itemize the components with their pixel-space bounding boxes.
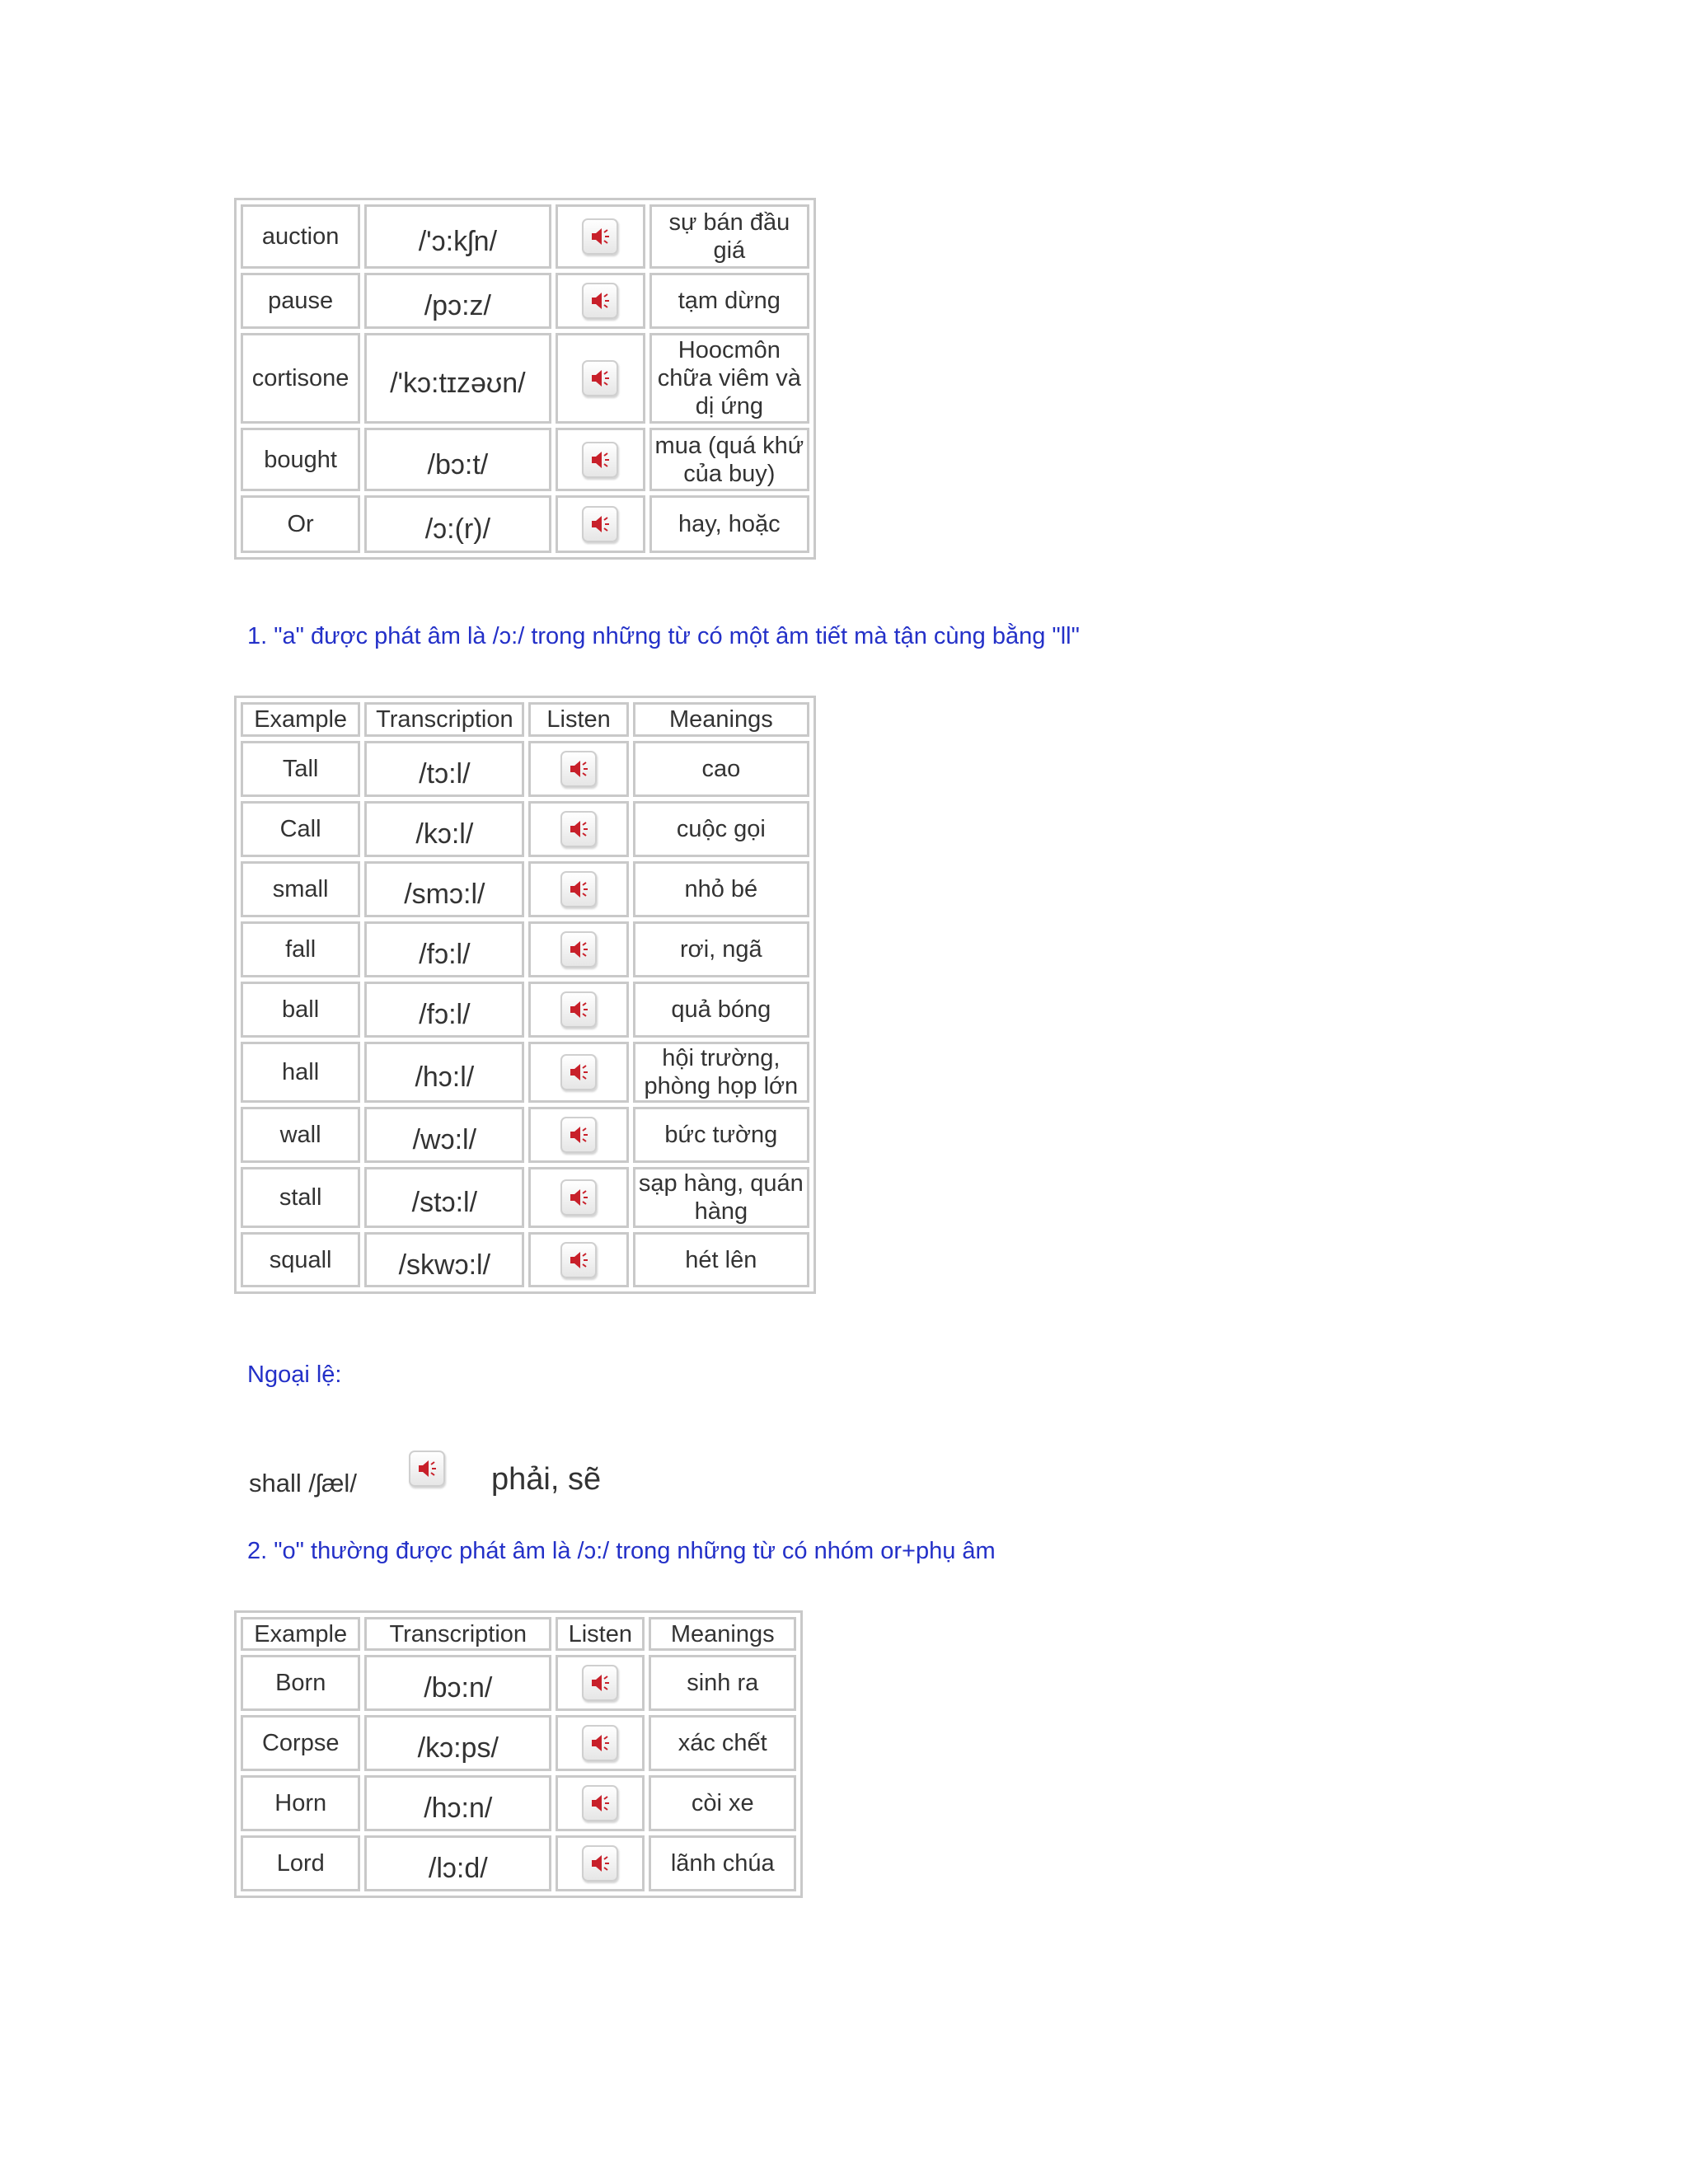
transcription: /bɔ:n/: [364, 1655, 551, 1711]
listen-cell: [556, 333, 645, 424]
speaker-icon[interactable]: [582, 360, 618, 396]
column-header: Listen: [528, 702, 628, 737]
table-row: [241, 1107, 809, 1163]
speaker-icon[interactable]: [582, 1845, 618, 1882]
table-row: [241, 333, 809, 424]
speaker-icon[interactable]: [582, 1725, 618, 1761]
speaker-icon[interactable]: [560, 1117, 597, 1153]
transcription: /ɔ:(r)/: [364, 495, 551, 553]
transcription: /'ɔ:kʃn/: [364, 204, 551, 269]
listen-cell: [556, 1835, 645, 1891]
table-row: [241, 1232, 809, 1287]
speaker-icon[interactable]: [582, 283, 618, 319]
listen-cell: [556, 495, 645, 553]
example-word: Or: [241, 495, 360, 553]
transcription: /fɔ:l/: [364, 982, 524, 1038]
vocab-table-2: [234, 1610, 803, 1898]
table-row: [241, 1775, 796, 1831]
transcription: /hɔ:l/: [364, 1042, 524, 1103]
transcription: /hɔ:n/: [364, 1775, 551, 1831]
table-row: [241, 204, 809, 269]
example-word: auction: [241, 204, 360, 269]
example-word: squall: [241, 1232, 360, 1287]
speaker-icon[interactable]: [560, 1054, 597, 1090]
speaker-icon[interactable]: [582, 506, 618, 542]
column-header: Example: [241, 1617, 360, 1651]
speaker-icon[interactable]: [582, 1665, 618, 1701]
example-word: Tall: [241, 741, 360, 797]
meaning: hét lên: [633, 1232, 809, 1287]
transcription: /fɔ:l/: [364, 921, 524, 977]
transcription: /wɔ:l/: [364, 1107, 524, 1163]
table-header-row: [241, 702, 809, 737]
speaker-icon[interactable]: [560, 811, 597, 847]
column-header: Transcription: [364, 1617, 551, 1651]
speaker-icon[interactable]: [409, 1451, 445, 1487]
listen-cell: [556, 1655, 645, 1711]
meaning: xác chết: [649, 1715, 796, 1771]
transcription: /tɔ:l/: [364, 741, 524, 797]
example-word: wall: [241, 1107, 360, 1163]
vocab-table-1: [234, 696, 816, 1294]
meaning: cao: [633, 741, 809, 797]
listen-cell: [528, 1042, 628, 1103]
listen-cell: [528, 801, 628, 857]
meaning: sinh ra: [649, 1655, 796, 1711]
table-row: [241, 801, 809, 857]
table-row: [241, 921, 809, 977]
example-word: Horn: [241, 1775, 360, 1831]
meaning: sạp hàng, quán hàng: [633, 1167, 809, 1228]
meaning: còi xe: [649, 1775, 796, 1831]
vocab-table-0: [234, 198, 816, 560]
transcription: /pɔ:z/: [364, 273, 551, 329]
transcription: /kɔ:ps/: [364, 1715, 551, 1771]
listen-cell: [528, 861, 628, 917]
example-word: bought: [241, 428, 360, 491]
table-row: [241, 982, 809, 1038]
example-word: pause: [241, 273, 360, 329]
example-word: ball: [241, 982, 360, 1038]
example-word: stall: [241, 1167, 360, 1228]
speaker-icon[interactable]: [560, 991, 597, 1028]
speaker-icon[interactable]: [582, 1785, 618, 1821]
meaning: mua (quá khứ của buy): [649, 428, 809, 491]
speaker-icon[interactable]: [560, 1242, 597, 1278]
example-word: Corpse: [241, 1715, 360, 1771]
column-header: Transcription: [364, 702, 524, 737]
listen-cell: [528, 741, 628, 797]
example-word: Lord: [241, 1835, 360, 1891]
listen-cell: [528, 1107, 628, 1163]
listen-cell: [556, 1715, 645, 1771]
speaker-icon[interactable]: [560, 751, 597, 787]
listen-cell: [528, 921, 628, 977]
meaning: hội trường, phòng họp lớn: [633, 1042, 809, 1103]
section-2-heading: 2. "o" thường được phát âm là /ɔ:/ trong những từ có nhóm or+phụ âm: [247, 1538, 996, 1564]
exception-meaning: phải, sẽ: [491, 1462, 602, 1497]
transcription: /'kɔ:tɪzəʊn/: [364, 333, 551, 424]
meaning: nhỏ bé: [633, 861, 809, 917]
table-row: [241, 495, 809, 553]
listen-cell: [556, 273, 645, 329]
example-word: fall: [241, 921, 360, 977]
example-word: Born: [241, 1655, 360, 1711]
table-row: [241, 1835, 796, 1891]
example-word: hall: [241, 1042, 360, 1103]
table-row: [241, 1042, 809, 1103]
speaker-icon[interactable]: [582, 442, 618, 478]
table-row: [241, 1655, 796, 1711]
meaning: bức tường: [633, 1107, 809, 1163]
table-row: [241, 1167, 809, 1228]
meaning: rơi, ngã: [633, 921, 809, 977]
table-row: [241, 428, 809, 491]
meaning: tạm dừng: [649, 273, 809, 329]
column-header: Listen: [556, 1617, 645, 1651]
exception-heading: Ngoại lệ:: [247, 1361, 342, 1388]
table-row: [241, 273, 809, 329]
transcription: /skwɔ:l/: [364, 1232, 524, 1287]
meaning: lãnh chúa: [649, 1835, 796, 1891]
listen-cell: [528, 1167, 628, 1228]
table-row: [241, 1715, 796, 1771]
transcription: /smɔ:l/: [364, 861, 524, 917]
exception-word: shall /ʃæl/: [249, 1469, 357, 1497]
meaning: Hoocmôn chữa viêm và dị ứng: [649, 333, 809, 424]
section-1-heading: 1. "a" được phát âm là /ɔ:/ trong những từ có một âm tiết mà tận cùng bằng "ll": [247, 623, 1080, 649]
example-word: Call: [241, 801, 360, 857]
listen-cell: [556, 428, 645, 491]
meaning: sự bán đầu giá: [649, 204, 809, 269]
column-header: Example: [241, 702, 360, 737]
speaker-icon[interactable]: [560, 1179, 597, 1216]
column-header: Meanings: [633, 702, 809, 737]
transcription: /kɔ:l/: [364, 801, 524, 857]
table-row: [241, 741, 809, 797]
listen-cell: [528, 982, 628, 1038]
listen-cell: [528, 1232, 628, 1287]
example-word: small: [241, 861, 360, 917]
speaker-icon[interactable]: [582, 218, 618, 255]
transcription: /stɔ:l/: [364, 1167, 524, 1228]
table-row: [241, 861, 809, 917]
transcription: /bɔ:t/: [364, 428, 551, 491]
table-header-row: [241, 1617, 796, 1651]
meaning: cuộc gọi: [633, 801, 809, 857]
transcription: /lɔ:d/: [364, 1835, 551, 1891]
meaning: hay, hoặc: [649, 495, 809, 553]
listen-cell: [556, 204, 645, 269]
speaker-icon[interactable]: [560, 931, 597, 968]
example-word: cortisone: [241, 333, 360, 424]
meaning: quả bóng: [633, 982, 809, 1038]
listen-cell: [556, 1775, 645, 1831]
column-header: Meanings: [649, 1617, 796, 1651]
speaker-icon[interactable]: [560, 871, 597, 907]
